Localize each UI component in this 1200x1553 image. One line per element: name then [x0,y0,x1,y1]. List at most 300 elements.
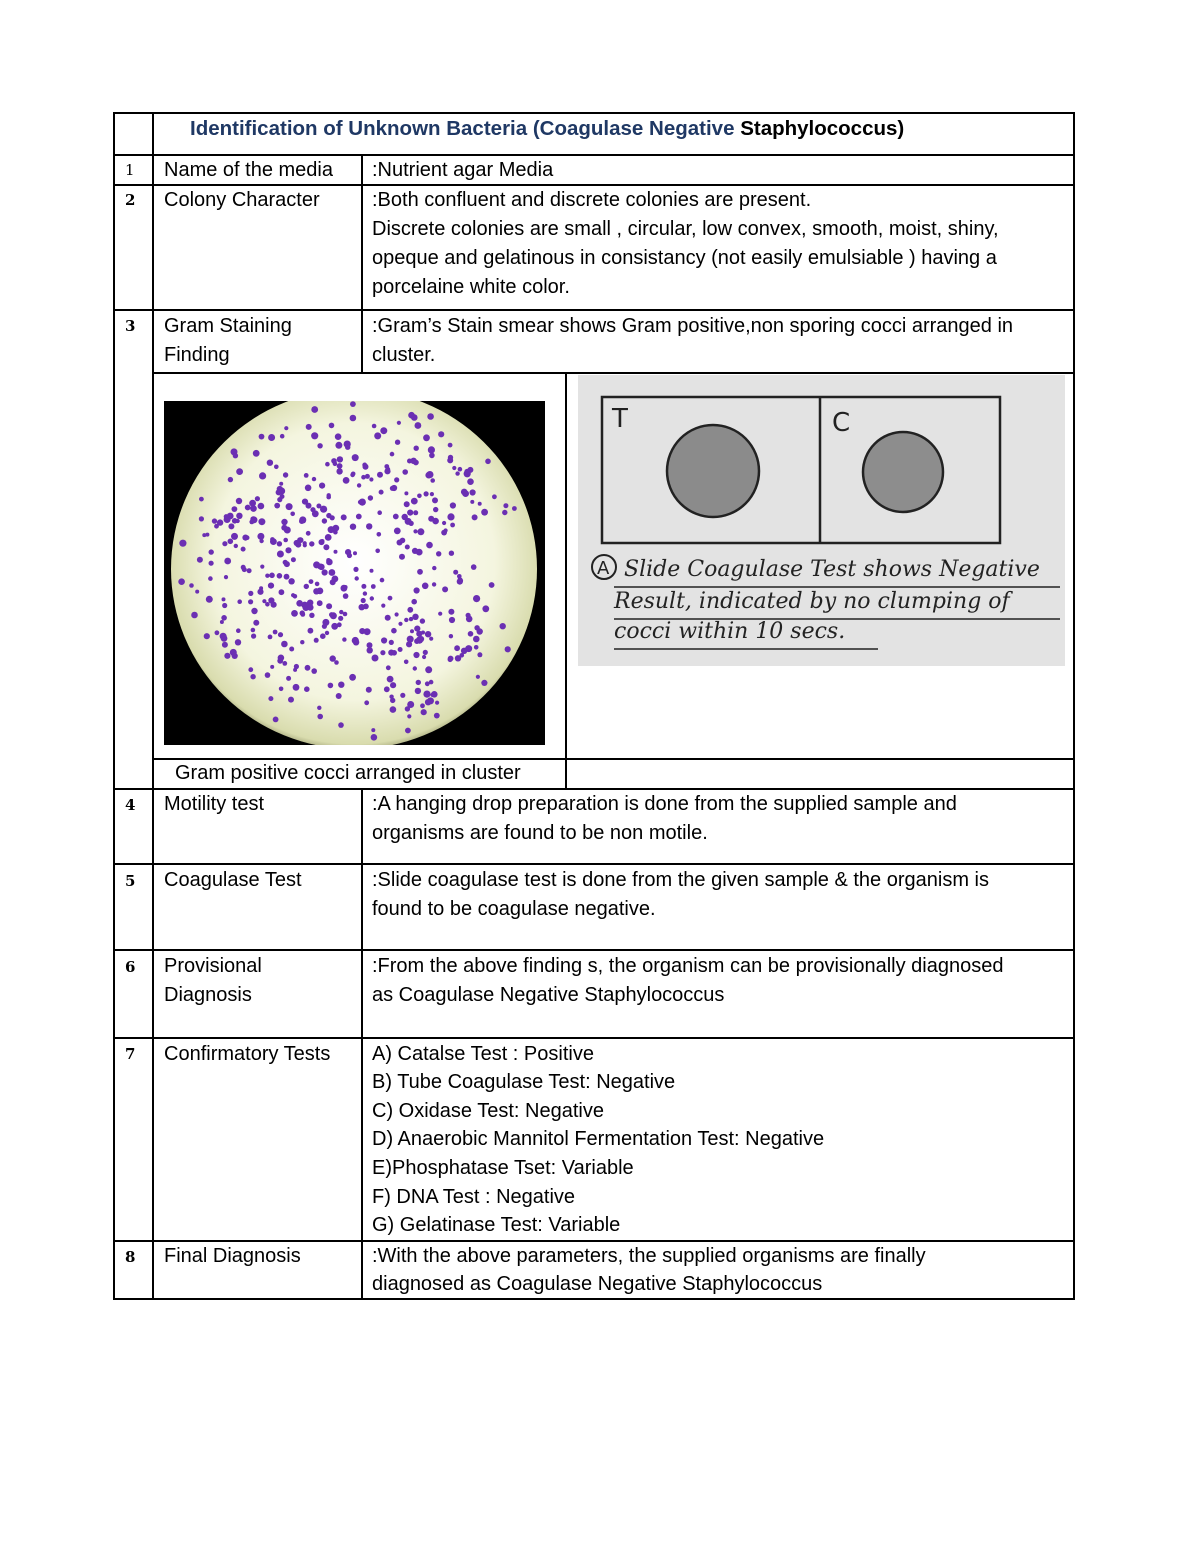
coccus [281,519,287,525]
coccus [326,495,331,500]
coccus [209,549,214,554]
coccus [294,664,299,669]
coccus [206,596,213,603]
coccus [199,497,204,502]
coccus [325,462,330,467]
row-label: Name of the media [164,159,333,181]
coccus [280,494,285,499]
coccus [438,431,444,437]
coccus [447,513,454,520]
coccus [470,489,476,495]
row-label: Diagnosis [164,984,252,1006]
coccus [251,608,257,614]
coccus [311,406,318,413]
coccus [512,506,517,511]
coccus [404,618,408,622]
row-value: :With the above parameters, the supplied organisms are finally [372,1245,926,1267]
coccus [449,617,455,623]
slide-coagulase-sketch [578,375,1065,666]
coccus [222,642,228,648]
row-value: found to be coagulase negative. [372,898,656,920]
coccus [397,421,401,425]
coccus [394,528,401,535]
coccus [281,641,288,648]
coccus [291,557,296,562]
coccus [236,468,243,475]
row-label: Provisional [164,955,262,977]
coccus [368,495,373,500]
coccus [280,434,285,439]
coccus [464,469,470,475]
coccus [279,589,285,595]
coccus [304,473,309,478]
coccus [462,490,469,497]
coccus [342,637,346,641]
coccus [331,458,337,464]
coccus [242,535,248,541]
coccus [247,568,252,573]
coccus [432,582,436,586]
coccus [358,500,362,504]
coccus [435,701,439,705]
coccus [228,539,234,545]
coccus [241,547,246,552]
row-label: Gram Staining [164,315,292,337]
coccus [362,463,367,468]
coccus [454,645,460,651]
coccus [428,446,435,453]
coccus [402,469,408,475]
coccus [415,688,421,694]
row-value: diagnosed as Coagulase Negative Staphylococcus [372,1273,823,1295]
coccus [311,432,318,439]
coccus [320,539,324,543]
coccus [284,561,290,567]
coccus [460,653,465,658]
coccus [189,583,194,588]
row-number: 6 [125,958,136,976]
row-value: :Both confluent and discrete colonies are present. [372,189,812,211]
coccus [407,607,413,613]
coccus [417,494,422,499]
coccus [337,456,343,462]
figure-divider [565,372,567,790]
coccus [270,537,275,542]
coccus [289,647,294,652]
coccus [413,529,417,533]
coccus [380,427,387,434]
coccus [260,565,264,569]
coccus [448,455,453,460]
row-label: Final Diagnosis [164,1245,301,1267]
coccus [380,578,385,583]
coccus [449,634,453,638]
coccus [326,559,333,566]
coccus [282,661,287,666]
coccus [481,509,488,516]
coccus [404,491,408,495]
coccus [273,630,278,635]
coccus [265,574,269,578]
coccus [284,426,288,430]
table-border-right [1073,112,1075,1300]
coccus [387,676,394,683]
coccus [386,665,391,670]
coccus [335,442,342,449]
coccus [255,496,260,501]
gram-stain-micrograph [164,401,545,745]
coccus [265,672,271,678]
test-drop [667,425,759,517]
coccus [288,578,294,584]
coccus [380,650,385,655]
title-emph: Staphylococcus) [740,117,905,140]
coccus [372,424,377,429]
coccus [375,549,380,554]
coccus [250,674,255,679]
row-label: Finding [164,344,230,366]
coccus [350,524,356,530]
coccus [448,443,453,448]
coccus [231,533,238,540]
coccus [430,478,435,483]
coccus [425,666,432,673]
coccus [220,620,224,624]
coccus [309,613,314,618]
coccus [248,591,253,596]
coccus [202,533,206,537]
coccus [329,569,336,576]
coccus [408,412,415,419]
coccus [304,686,310,692]
coccus [303,543,307,547]
coccus [305,485,312,492]
coccus [405,518,412,525]
coccus [404,660,409,665]
coccus [364,628,371,635]
coccus [319,483,325,489]
coccus [457,577,462,582]
coccus [377,532,382,537]
coccus [389,695,393,699]
coccus [421,709,427,715]
coccus [400,693,405,698]
coccus [414,587,420,593]
coccus [423,650,428,655]
coccus [409,617,413,621]
coccus [304,584,309,589]
row-number: 1 [125,161,135,179]
row-value: :From the above finding s, the organism can be provisionally diagnosed [372,955,1004,977]
coccus [379,490,384,495]
coccus [325,534,332,541]
coccus [259,434,265,440]
coccus [268,696,273,701]
coccus [224,653,230,659]
coccus [377,472,383,478]
coccus [384,464,389,469]
coccus [241,565,246,570]
coccus [281,525,287,531]
coccus [204,633,210,639]
coccus [336,468,342,474]
coccus [422,655,426,659]
row-number: 2 [125,191,136,209]
coccus [407,714,411,718]
coccus [371,734,378,741]
coccus [222,597,226,601]
coccus [268,635,273,640]
coccus [418,636,424,642]
row-label: Confirmatory Tests [164,1043,331,1065]
row-value: porcelaine white color. [372,276,570,298]
coccus [179,540,186,547]
coccus [338,722,344,728]
coccus [259,472,266,479]
sketch-note-line: Result, indicated by no clumping of [614,589,1010,614]
coccus [434,713,440,719]
coccus [425,631,431,637]
coccus [477,652,482,657]
coccus [452,466,456,470]
coccus [234,544,238,548]
coccus [277,658,283,664]
coccus [485,459,491,465]
table-border-top [113,112,1075,114]
sketch-note-line: Slide Coagulase Test shows Negative [624,557,1040,582]
row-number: 7 [125,1045,136,1063]
coccus [390,682,396,688]
coccus [474,645,479,650]
coccus [268,583,274,589]
coccus [323,544,329,550]
coccus [466,616,473,623]
coccus [341,585,348,592]
coccus [277,573,283,579]
coccus [258,518,265,525]
coccus [350,415,357,422]
coccus [306,424,312,430]
row-value: cluster. [372,344,436,366]
coccus [449,551,454,556]
coccus [450,502,456,508]
coccus [312,477,316,481]
coccus [215,630,220,635]
row-number: 5 [125,872,136,890]
coccus [269,573,275,579]
coccus [420,618,425,623]
coccus [278,632,283,637]
coccus [366,687,372,693]
confirmatory-test-item: F) DNA Test : Negative [372,1186,576,1208]
table-rule [152,758,1075,760]
coccus [391,628,397,634]
coccus [195,590,199,594]
coccus [492,494,497,499]
coccus [279,482,283,486]
coccus [413,652,419,658]
table-rule [113,1037,1075,1039]
coccus [398,647,403,652]
coccus [322,518,327,523]
coccus [222,541,227,546]
coccus [395,612,399,616]
coccus [248,667,253,672]
coccus [423,434,430,441]
coccus [343,593,349,599]
coccus [344,441,351,448]
coccus [317,564,323,570]
coccus [284,574,290,580]
coccus [427,413,434,420]
coccus [388,596,393,601]
coccus [277,486,283,492]
row-value: organisms are found to be non motile. [372,822,708,844]
coccus [329,612,334,617]
coccus [433,507,438,512]
coccus [422,583,429,590]
coccus [361,584,366,589]
coccus [432,566,436,570]
sketch-svg [578,375,1065,666]
coccus [322,569,328,575]
coccus [251,628,256,633]
coccus [296,600,303,607]
coccus [322,619,329,626]
confirmatory-test-item: D) Anaerobic Mannitol Fermentation Test: Negative [372,1128,825,1150]
coccus [467,478,474,485]
coccus [314,638,319,643]
coccus [473,595,480,602]
coccus [267,460,273,466]
coccus [336,693,342,699]
marker-letter: A [597,558,610,579]
coccus [328,683,334,689]
coccus [371,584,376,589]
coccus [199,516,204,521]
coccus [309,579,314,584]
confirmatory-test-item: E)Phosphatase Tset: Variable [372,1157,634,1179]
sketch-note-line: cocci within 10 secs. [614,619,846,644]
coccus [429,637,433,641]
label-control: C [832,408,851,438]
coccus [352,637,359,644]
confirmatory-test-item: C) Oxidase Test: Negative [372,1100,604,1122]
coccus [317,443,322,448]
row-value: :Slide coagulase test is done from the given sample & the organism is [372,869,989,891]
row-number: 3 [125,317,136,335]
coccus [270,665,274,669]
row-label: Motility test [164,793,265,815]
coccus [271,602,277,608]
coccus [361,598,366,603]
coccus [385,615,391,621]
coccus [253,620,259,626]
coccus [399,554,405,560]
coccus [279,687,284,692]
coccus [363,591,367,595]
coccus [448,609,454,615]
row-value: :Nutrient agar Media [372,159,554,181]
coccus [228,523,234,529]
row-value: :A hanging drop preparation is done from the supplied sample and [372,793,957,815]
coccus [326,513,331,518]
row-value: Discrete colonies are small , circular, low convex, smooth, moist, shiny, [372,218,999,240]
table-rule [113,949,1075,951]
coccus [415,422,422,429]
row-value: :Gram’s Stain smear shows Gram positive,non sporing cocci arranged in [372,315,1014,337]
coccus [412,548,418,554]
coccus [361,475,366,480]
coccus [233,453,238,458]
coccus [405,545,410,550]
coccus [482,605,489,612]
confirmatory-test-item: A) Catalse Test : Positive [372,1043,594,1065]
coccus [429,680,434,685]
coccus [406,641,412,647]
table-rule [152,372,1075,374]
coccus [374,432,381,439]
coccus [416,680,421,685]
coccus [291,610,298,617]
coccus [389,640,394,645]
coccus [428,516,434,522]
coccus [393,514,399,520]
coccus [377,510,382,515]
coccus [337,463,343,469]
coccus [369,477,373,481]
coccus [468,631,474,637]
coccus [417,569,423,575]
coccus [236,513,242,519]
coccus [178,578,185,585]
coccus [414,446,419,451]
coccus [220,633,227,640]
coccus [350,401,356,407]
coccus [353,551,357,555]
figure-caption: Gram positive cocci arranged in cluster [175,762,521,784]
coccus [221,615,227,621]
coccus [426,542,433,549]
coccus [405,728,411,734]
control-drop [863,432,943,512]
label-test: T [612,404,628,434]
coccus [436,551,441,556]
coccus [224,514,229,519]
coccus [299,518,305,524]
coccus [307,604,314,611]
coccus [306,531,311,536]
coccus [364,700,369,705]
coccus [277,551,284,558]
coccus [309,541,314,546]
coccus [411,498,418,505]
coccus [339,610,343,614]
coccus [384,468,390,474]
coccus [476,675,480,679]
coccus [224,558,231,565]
coccus [257,533,264,540]
coccus [305,665,311,671]
coccus [371,728,375,732]
coccus [442,521,446,525]
table-col-rule [361,788,363,1300]
coccus [442,586,448,592]
coccus [232,518,238,524]
coccus [410,629,414,633]
coccus [381,637,387,643]
coccus [448,656,454,662]
